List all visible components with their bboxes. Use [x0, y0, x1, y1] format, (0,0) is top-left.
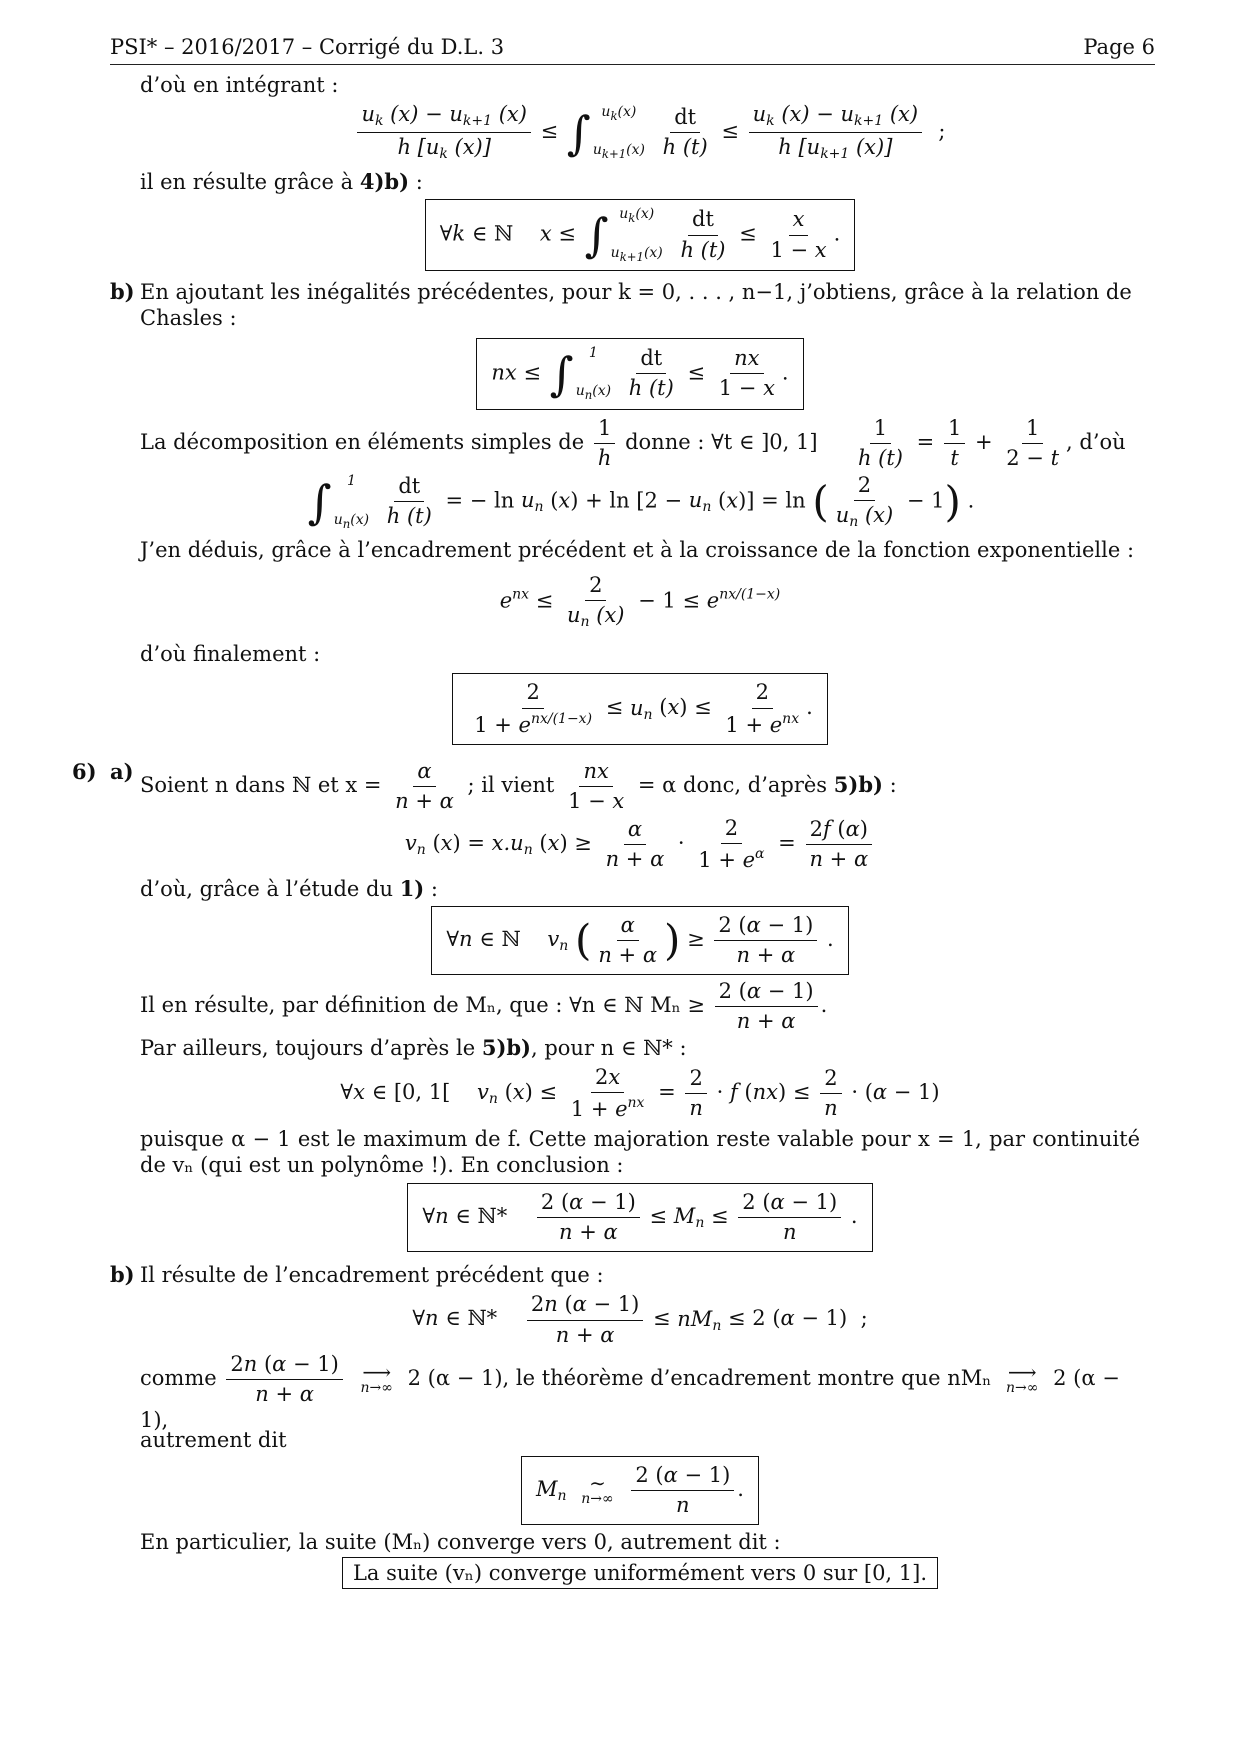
text-decomposition: La décomposition en éléments simples de $\frac{1}{h}$ donne : ∀t ∈ ]0, 1] $\frac{1}{h (t)}$ = $\frac{1}{t}$ + $\frac{1}{2 - t}$ , d’où	[140, 415, 1126, 470]
part-b	[110, 279, 1140, 332]
boxed-result-2: nx ≤ ∫ 1 $u_n(x)$ $\frac{dt}{h (t)}$ ≤ $\frac{nx}{1 - x}$ .	[140, 338, 1140, 410]
header-page-number: Page 6	[1083, 34, 1155, 59]
conclusion-text: La suite (vₙ) converge uniformément vers 0 sur [0, 1].	[342, 1557, 938, 1589]
boxed-result-6: $M_n$ ∼ n→∞ $\frac{2 (\alpha - 1)}{n}$ .	[140, 1456, 1140, 1525]
boxed-result-3: $\frac{2}{1 + e^{nx/(1-x)}}$ ≤ $u_n$ (x) ≤ $\frac{2}{1 + e^{nx}}$ .	[140, 673, 1140, 744]
section-6a	[72, 758, 1140, 814]
text-let-n: Soient n dans ℕ et x = $\frac{\alpha}{n + \alpha}$ ; il vient $\frac{nx}{1 - x}$ = α donc, d’après 5)b) :	[140, 758, 897, 814]
boxed-result-5: ∀n ∈ ℕ* $\frac{2 (\alpha - 1)}{n + \alpha}$ ≤ $M_n$ ≤ $\frac{2 (\alpha - 1)}{n}$ .	[140, 1183, 1140, 1252]
boxed-result-1: ∀k ∈ ℕ x ≤ ∫ $u_k(x)$ $u_{k+1}(x)$ $\frac{dt}{h (t)}$ ≤ $\frac{x}{1 - x}$ .	[140, 199, 1140, 271]
part-6a-label: a)	[110, 758, 134, 784]
section-6-number: 6)	[72, 758, 97, 784]
text-deduce: J’en déduis, grâce à l’encadrement précédent et à la croissance de la fonction exponentielle :	[140, 537, 1135, 562]
equation-log: ∫ 1 $u_n(x)$ $\frac{dt}{h (t)}$ = − $\ln u_n$ $(x) + \ln [2 - u_n$ (x)] = ln ( $\frac{2}{u_n (x)}$ − 1) .	[307, 472, 975, 531]
ref-5b: 5)b)	[833, 772, 883, 798]
equation-nmn: ∀n ∈ ℕ* $\frac{2n (\alpha - 1)}{n + \alpha}$ ≤ $nM_n \le 2$ (α − 1) ;	[412, 1292, 868, 1347]
header-title: PSI* – 2016/2017 – Corrigé du D.L. 3	[110, 34, 505, 59]
ref-4b: 4)b)	[359, 168, 410, 194]
ref-5b-2: 5)b)	[481, 1034, 531, 1060]
text-chasles: En ajoutant les inégalités précédentes, pour k = 0, . . . , n−1, j’obtiens, grâce à la relation de Chasles :	[140, 280, 1132, 331]
equation-integral-inequality: $\frac{u_k (x) - u_{k+1} (x)}{h [u_k (x)]}$ ≤ ∫ $u_k(x)$ $u_{k+1}(x)$ $\frac{dt}{h (t)}$ ≤ $\frac{u_k (x) - u_{k+1} (x)}{h [u_{k+1} (x)]}$ ;	[160, 102, 1140, 163]
text-in-particular: En particulier, la suite (Mₙ) converge vers 0, autrement dit :	[140, 1529, 781, 1554]
text-result-from: il en résulte grâce à 4)b) :	[140, 168, 423, 194]
equation-exponential: $e^{nx}$ ≤ $\frac{2}{u_n (x)}$ − $1 \le e^{nx/(1-x)}$	[499, 573, 781, 631]
boxed-conclusion	[140, 1557, 1140, 1589]
text-it-follows: Il résulte de l’encadrement précédent que :	[140, 1263, 604, 1288]
ref-1: 1)	[399, 875, 425, 901]
part-6b	[110, 1262, 1140, 1288]
text-integrating: d’où en intégrant :	[140, 73, 339, 97]
document-body	[72, 72, 1140, 1589]
part-b-label: b)	[110, 279, 135, 305]
text-since: puisque α − 1 est le maximum de f. Cette majoration reste valable pour x = 1, par continuité de vₙ (qui est un polynôme !). En conclusion :	[140, 1127, 1140, 1178]
text-moreover: Par ailleurs, toujours d’après le 5)b), pour n ∈ ℕ* :	[140, 1034, 687, 1060]
text-result-mn: Il en résulte, par définition de Mₙ, que : ∀n ∈ ℕ Mₙ ≥ $\frac{2 (\alpha - 1)}{n + \alpha}$ .	[140, 979, 828, 1034]
part-6b-label: b)	[110, 1262, 135, 1288]
page-header	[110, 24, 1155, 65]
equation-vn: $v_n$ $(x) = x.u_n$ (x) ≥ $\frac{\alpha}{n + \alpha}$ · $\frac{2}{1 + e^\alpha}$ = $\frac{2f (\alpha)}{n + \alpha}$	[140, 816, 1140, 873]
text-study: d’où, grâce à l’étude du 1) :	[140, 875, 439, 901]
text-in-other-words: autrement dit	[140, 1428, 287, 1453]
text-finally: d’où finalement :	[140, 642, 321, 667]
text-since-limit: comme $\frac{2n (\alpha - 1)}{n + \alpha}$ ⟶ n→∞ 2 (α − 1), le théorème d’encadrement montre que nMₙ ⟶ n→∞ 2 (α − 1),	[140, 1351, 1120, 1433]
equation-bound: ∀x ∈ [0, 1[ $v_n$ (x) ≤ $\frac{2x}{1 + e^{nx}}$ = $\frac{2}{n}$ · f (nx) ≤ $\frac{2}{n}$ · (α − 1)	[340, 1064, 940, 1122]
boxed-result-4: ∀n ∈ ℕ $v_n$ ( $\frac{\alpha}{n + \alpha}$ ) ≥ $\frac{2 (\alpha - 1)}{n + \alpha}$ .	[140, 906, 1140, 975]
